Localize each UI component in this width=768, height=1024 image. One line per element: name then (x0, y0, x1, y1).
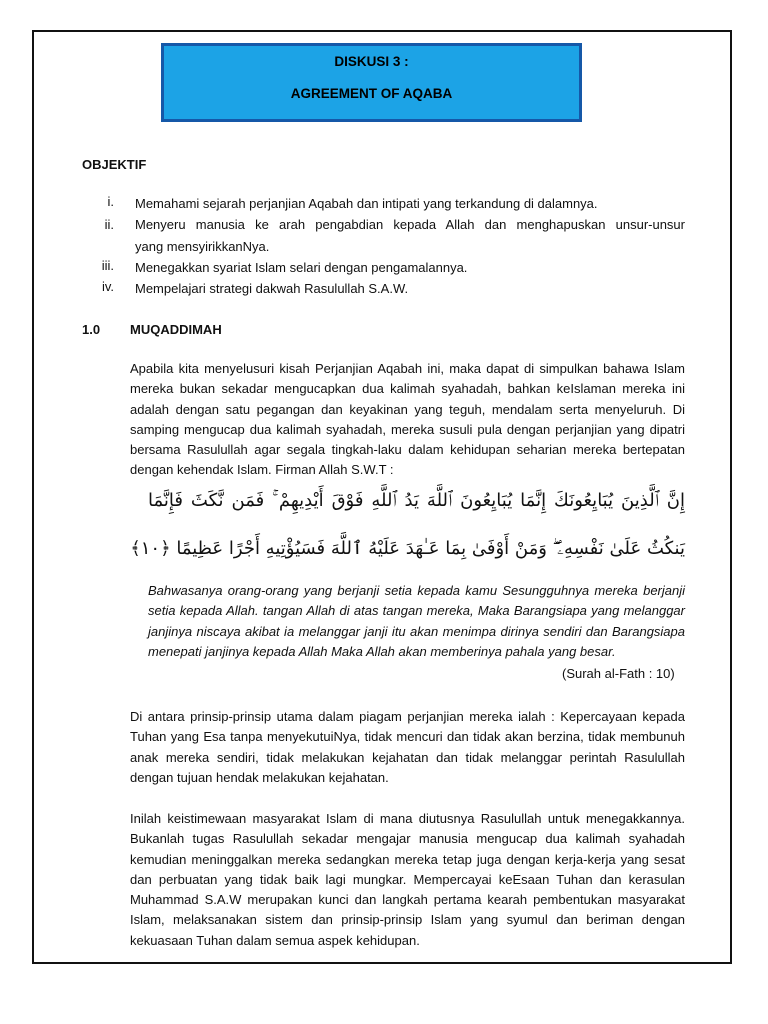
paragraph-specialty: Inilah keistimewaan masyarakat Islam di mana diutusnya Rasulullah untuk menegakkannya. Bukanlah tugas Rasulullah sekadar mengajar manusia mengucap dua kalimah syahadah kemudian meninggalkan mereka sedangkan mereka tetap juga dengan kerja-kerja yang sesat dan perbuatan yang tidak baik lagi mungkar. Mempercayai keEsaan Tuhan dan kerasulan Muhammad S.A.W merupakan kunci dan langkah pertama kearah pembentukan masyarakat Islam, melaksanakan sistem dan prinsip-prinsip Islam yang syumul dan beriman dengan kekuasaan Tuhan dalam semua aspek kehidupan. (130, 811, 685, 948)
banner-title-line1: DISKUSI 3 : (334, 54, 409, 69)
objective-number: ii. (104, 217, 114, 232)
title-banner (161, 43, 582, 122)
verse-translation: Bahwasanya orang-orang yang berjanji setia kepada kamu Sesungguhnya mereka berjanji setia kepada Allah. tangan Allah di atas tangan mereka, Maka Barangsiapa yang melanggar janjinya niscaya akibat ia melanggar janji itu akan menimpa dirinya sendiri dan Barangsiapa menepati janjinya kepada Allah Maka Allah akan memberinya pahala yang besar. (148, 583, 685, 659)
objective-text: Menyeru manusia ke arah pengabdian kepada Allah dan menghapuskan unsur-unsur (135, 217, 685, 232)
quran-verse-line1: إِنَّ ٱلَّذِينَ يُبَايِعُونَكَ إِنَّمَا يُبَايِعُونَ ٱللَّهَ يَدُ ٱللَّهِ فَوْقَ أَيْدِيهِمْ ۚ فَمَن نَّكَثَ فَإِنَّمَا (148, 490, 685, 511)
objective-text: Memahami sejarah perjanjian Aqabah dan intipati yang terkandung di dalamnya. (135, 196, 598, 211)
section-title: MUQADDIMAH (130, 322, 222, 337)
objective-text: Menegakkan syariat Islam selari dengan pengamalannya. (135, 260, 468, 275)
section-number: 1.0 (82, 322, 101, 337)
objectives-heading: OBJEKTIF (82, 157, 147, 172)
objective-number: iv. (101, 279, 114, 294)
verse-reference: (Surah al-Fath : 10) (562, 666, 675, 681)
paragraph-intro: Apabila kita menyelusuri kisah Perjanjian Aqabah ini, maka dapat di simpulkan bahawa Islam mereka bukan sekadar mengucapkan dua kalimah syahadah, bahkan keIslaman mereka ini adalah dengan satu pegangan dan keyakinan yang teguh, mendalam serta menyeluruh. Di samping mengucap dua kalimah syahadah, mereka susuli pula dengan perjanjian yang dipatri bersama Rasulullah agar segala tingkah-laku dalam kehidupan seharian mereka bertepatan dengan kehendak Islam. Firman Allah S.W.T : (130, 361, 685, 478)
objective-text: Mempelajari strategi dakwah Rasulullah S.A.W. (135, 281, 409, 296)
objective-text-continued: yang mensyirikkanNya. (135, 239, 270, 254)
objective-number: i. (107, 194, 114, 209)
paragraph-principles: Di antara prinsip-prinsip utama dalam piagam perjanjian mereka ialah : Kepercayaan kepada Tuhan yang Esa tanpa menyekutuiNya, tidak mencuri dan tidak akan berzina, tidak membunuh anak mereka sendiri, tidak melakukan kejahatan dan tidak melanggar perintah Rasulullah dengan tujuan hendak melakukan kejahatan. (130, 709, 685, 785)
banner-title-line2: AGREEMENT OF AQABA (290, 86, 453, 101)
quran-verse-line2: يَنكُثُ عَلَىٰ نَفْسِهِۦ ۖ وَمَنْ أَوْفَىٰ بِمَا عَـٰهَدَ عَلَيْهُ ٱللَّهَ فَسَيُؤْتِيهِ أَجْرًا عَظِيمًا ﴿١٠﴾ (130, 538, 685, 559)
objective-number: iii. (101, 258, 114, 273)
